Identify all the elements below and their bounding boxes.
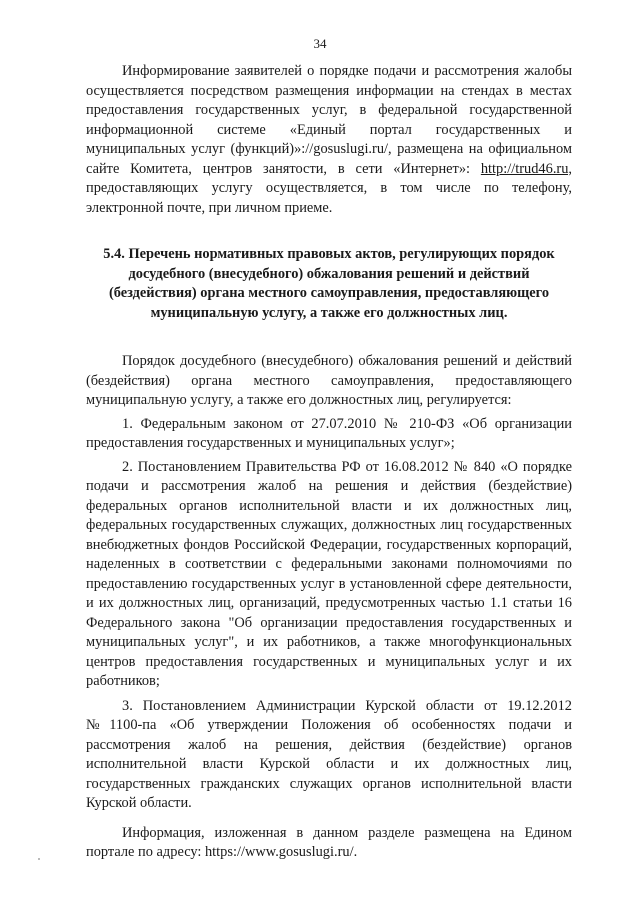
trud46-link[interactable]: http://trud46.ru, — [480, 160, 572, 177]
page-number: 34 — [313, 36, 327, 51]
body-intro-paragraph: Порядок досудебного (внесудебного) обжалования решений и действий (бездействия) органа местного самоуправления, предоставляющего муниципальную услугу, а также его должностных лиц, регулируется: — [86, 353, 572, 408]
section-title: 5.4. Перечень нормативных правовых актов, регулирующих порядок досудебного (внесудебного) обжалования решений и действий (бездействия) органа местного самоуправления, предоставляющего муниципальную услугу, а также его должностных лиц. — [103, 246, 555, 321]
list-item-1: 1. Федеральным законом от 27.07.2010 № 210-ФЗ «Об организации предоставления государственных и муниципальных услуг»; — [86, 415, 572, 451]
margin-mark — [38, 858, 40, 860]
intro-text-before-link: Информирование заявителей о порядке подачи и рассмотрения жалобы осуществляется посредством размещения информации на стендах в местах предоставления государственных услуг, в федеральной государственной информационной системе «Единый портал государственных и муниципальных услуг (функций)»://gosuslugi.ru/, размещена на официальном сайте Комитета, центров занятости, в сети «Интернет»: — [86, 63, 572, 177]
intro-paragraph — [86, 62, 572, 218]
intro-text-after-link: предоставляющих услугу осуществляется, в том числе по телефону, электронной почте, при личном приеме. — [86, 180, 572, 216]
list-item-3: 3. Постановлением Администрации Курской области от 19.12.2012 №1100-па «Об утверждении Положения об особенностях подачи и рассмотрения жалоб на решения, действия (бездействие) органов исполнительной власти Курской области и их должностных лиц, государственных гражданских служащих органов исполнительной власти Курской области. — [86, 697, 572, 811]
closing-paragraph: Информация, изложенная в данном разделе размещена на Едином портале по адресу: https://www.gosuslugi.ru/. — [86, 824, 572, 860]
page-content — [86, 62, 572, 863]
list-item-2: 2. Постановлением Правительства РФ от 16.08.2012 № 840 «О порядке подачи и рассмотрения жалоб на решения и действия (бездействие) федеральных органов исполнительной власти и их должностных лиц, федеральных государственных служащих, должностных лиц государственных внебюджетных фондов Российской Федерации, государственных корпораций, наделенных в соответствии с федеральными законами полномочиями по предоставлению государственных услуг в установленной сфере деятельности, и их должностных лиц, организаций, предусмотренных частью 1.1 статьи 16 Федерального закона "Об организации предоставления государственных и муниципальных услуг", и их работников, а также многофункциональных центров предоставления государственных и муниципальных услуг и их работников; — [86, 458, 572, 689]
